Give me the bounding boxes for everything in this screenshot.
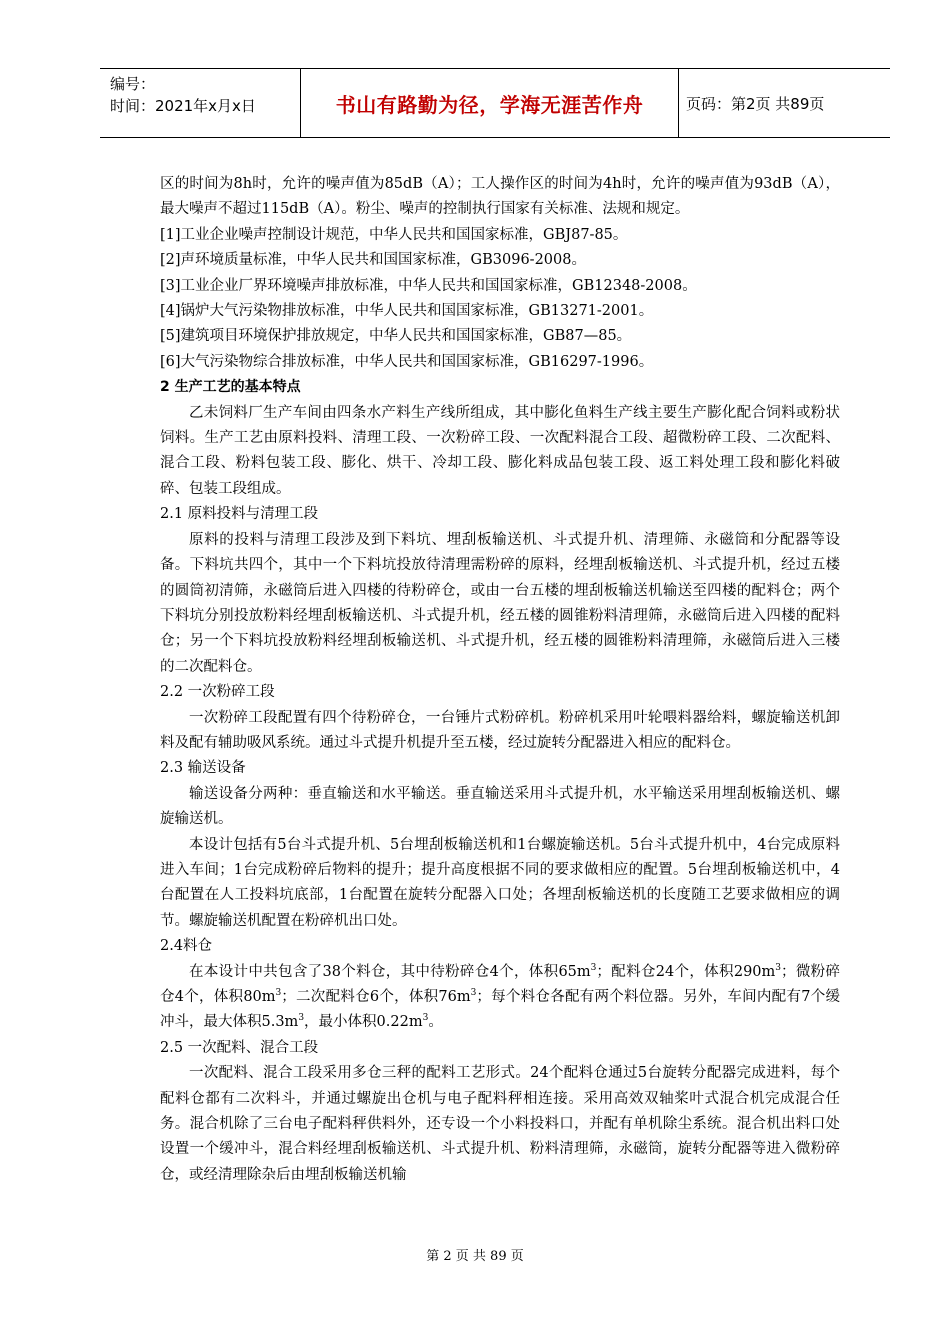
text-span: 在本设计中共包含了38个料仓，其中待粉碎仓4个，体积65m: [189, 963, 591, 980]
superscript: 3: [275, 988, 282, 999]
page-footer: 第 2 页 共 89 页: [426, 1249, 524, 1264]
header-info: [110, 73, 256, 117]
header-divider: [678, 69, 679, 137]
document-body: [160, 172, 840, 1188]
paragraph: 原料的投料与清理工段涉及到下料坑、埋刮板输送机、斗式提升机、清理筛、永磁筒和分配器等设备。下料坑共四个，其中一个下料坑投放待清理需粉碎的原料，经埋刮板输送机、斗式提升机，经过五楼的圆筒初清筛，永磁筒后进入四楼的待粉碎仓，或由一台五楼的埋刮板输送机输送至四楼的配料仓；两个下料坑分别投放粉料经埋刮板输送机、斗式提升机，经五楼的圆锥粉料清理筛，永磁筒后进入四楼的配料仓；另一个下料坑投放粉料经埋刮板输送机、斗式提升机，经五楼的圆锥粉料清理筛，永磁筒后进入三楼的二次配料仓。: [160, 531, 840, 675]
header-page-label: 页码：第2页 共89页: [686, 95, 825, 113]
paragraph: 输送设备分两种：垂直输送和水平输送。垂直输送采用斗式提升机，水平输送采用埋刮板输送机、螺旋输送机。: [160, 785, 840, 828]
reference-item: [2]声环境质量标准，中华人民共和国国家标准，GB3096-2008。: [160, 252, 586, 269]
superscript: 3: [775, 962, 781, 973]
subsection-heading: 2.1 原料投料与清理工段: [160, 506, 319, 523]
subsection-heading: 2.2 一次粉碎工段: [160, 684, 275, 701]
superscript: 3: [422, 1013, 429, 1024]
paragraph: 区的时间为8h时，允许的噪声值为85dB（A）；工人操作区的时间为4h时，允许的噪声值为93dB（A），最大噪声不超过115dB（A）。粉尘、噪声的控制执行国家有关标准、法规和规定。: [160, 176, 840, 218]
date-label: 时间：2021年x月x日: [110, 97, 256, 115]
text-span: ；二次配料仓6个，体积76m: [281, 989, 471, 1005]
text-span: 。: [428, 1014, 443, 1031]
superscript: 3: [470, 988, 477, 999]
header-motto: 书山有路勤为径，学海无涯苦作舟: [335, 93, 644, 117]
text-span: ；每个料仓各配有两个料位器。另外，车间内配有7个缓冲斗，最大体积5.3m: [160, 989, 840, 1031]
subsection-heading: 2.3 输送设备: [160, 760, 246, 777]
section-heading: 2 生产工艺的基本特点: [160, 379, 301, 396]
paragraph: 一次粉碎工段配置有四个待粉碎仓，一台锤片式粉碎机。粉碎机采用叶轮喂料器给料，螺旋输送机卸料及配有辅助吸风系统。通过斗式提升机提升至五楼，经过旋转分配器进入相应的配料仓。: [160, 709, 840, 751]
reference-item: [4]锅炉大气污染物排放标准，中华人民共和国国家标准，GB13271-2001。: [160, 303, 654, 320]
paragraph: 本设计包括有5台斗式提升机、5台埋刮板输送机和1台螺旋输送机。5台斗式提升机中，4台完成原料进入车间；1台完成粉碎后物料的提升；提升高度根据不同的要求做相应的配置。5台埋刮板输送机中，4台配置在人工投料坑底部，1台配置在旋转分配器入口处；各埋刮板输送机的长度随工艺要求做相应的调节。螺旋输送机配置在粉碎机出口处。: [160, 836, 840, 929]
number-label: 编号：: [110, 75, 156, 93]
superscript: 3: [590, 962, 597, 973]
reference-item: [6]大气污染物综合排放标准，中华人民共和国国家标准，GB16297-1996。: [160, 353, 654, 370]
paragraph-silos: [160, 960, 840, 1036]
superscript: 3: [298, 1013, 305, 1024]
text-span: ；配料仓24个，体积290m: [596, 963, 776, 980]
text-span: ；微粉碎仓4个，体积80m: [160, 963, 840, 1005]
reference-item: [1]工业企业噪声控制设计规范，中华人民共和国国家标准，GBJ87-85。: [160, 226, 628, 243]
paragraph: 一次配料、混合工段采用多仓三秤的配料工艺形式。24个配料仓通过5台旋转分配器完成进料，每个配料仓都有二次料斗，并通过螺旋出仓机与电子配料秤相连接。采用高效双轴桨叶式混合机完成混合任务。混合机除了三台电子配料秤供料外，还专设一个小料投料口，并配有单机除尘系统。混合机出料口处设置一个缓冲斗，混合料经埋刮板输送机、斗式提升机、粉料清理筛，永磁筒，旋转分配器等进入微粉碎仓，或经清理除杂后由埋刮板输送机输: [160, 1065, 840, 1183]
text-span: ，最小体积0.22m: [304, 1014, 423, 1031]
page-header: [100, 68, 890, 138]
reference-item: [3]工业企业厂界环境噪声排放标准，中华人民共和国国家标准，GB12348-2008。: [160, 277, 697, 294]
paragraph: 乙未饲料厂生产车间由四条水产料生产线所组成，其中膨化鱼料生产线主要生产膨化配合饲料或粉状饲料。生产工艺由原料投料、清理工段、一次粉碎工段、一次配料混合工段、超微粉碎工段、二次配料、混合工段、粉料包装工段、膨化、烘干、冷却工段、膨化料成品包装工段、返工料处理工段和膨化料破碎、包装工段组成。: [160, 404, 840, 497]
reference-item: [5]建筑项目环境保护排放规定，中华人民共和国国家标准，GB87—85。: [160, 328, 632, 345]
subsection-heading: 2.4料仓: [160, 938, 213, 955]
subsection-heading: 2.5 一次配料、混合工段: [160, 1039, 319, 1056]
